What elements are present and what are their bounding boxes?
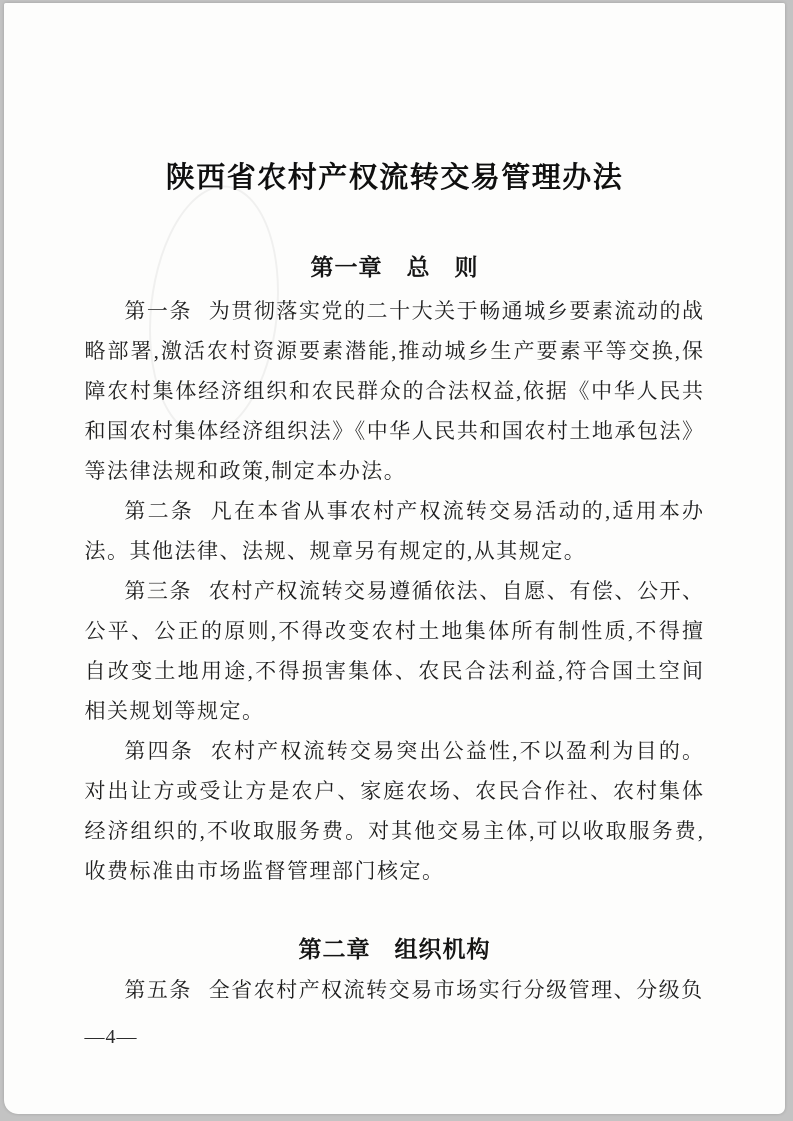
document-title: 陕西省农村产权流转交易管理办法 <box>165 162 624 194</box>
article-5-label: 第五条 <box>124 977 192 1002</box>
article-4-label: 第四条 <box>124 739 194 764</box>
article-1-paragraph <box>85 291 705 491</box>
article-1-text: 为贯彻落实党的二十大关于畅通城乡要素流动的战略部署,激活农村资源要素潜能,推动城乡生产要素平等交换,保障农村集体经济组织和农民群众的合法权益,依据《中华人民共和国农村集体经济组织法》《中华人民共和国农村土地承包法》等法律法规和政策,制定本办法。 <box>84 299 705 484</box>
document-content <box>85 161 705 1049</box>
article-3-paragraph <box>85 571 705 731</box>
article-5-text: 全省农村产权流转交易市场实行分级管理、分级负 <box>208 977 704 1002</box>
chapter-1-articles <box>85 291 705 891</box>
article-2-label: 第二条 <box>124 499 194 524</box>
document-page <box>4 3 785 1114</box>
article-1-label: 第一条 <box>124 299 192 324</box>
article-3-text: 农村产权流转交易遵循依法、自愿、有偿、公开、公平、公正的原则,不得改变农村土地集体所有制性质,不得擅自改变土地用途,不得损害集体、农民合法利益,符合国土空间相关规划等规定。 <box>84 579 705 724</box>
article-4-paragraph <box>85 731 705 891</box>
chapter-1-heading: 第一章 总 则 <box>310 253 479 280</box>
article-3-label: 第三条 <box>124 579 192 604</box>
chapter-2-heading: 第二章 组织机构 <box>298 936 491 963</box>
article-5-paragraph <box>85 970 705 1010</box>
article-2-text: 凡在本省从事农村产权流转交易活动的,适用本办法。其他法律、法规、规章另有规定的,从其规定。 <box>84 499 705 564</box>
article-2-paragraph <box>85 491 705 571</box>
page-number: —4— <box>84 1025 138 1048</box>
chapter-2-articles <box>85 970 705 1010</box>
article-4-text: 农村产权流转交易突出公益性,不以盈利为目的。对出让方或受让方是农户、家庭农场、农民合作社、农村集体经济组织的,不收取服务费。对其他交易主体,可以收取服务费,收费标准由市场监督管理部门核定。 <box>84 739 705 884</box>
